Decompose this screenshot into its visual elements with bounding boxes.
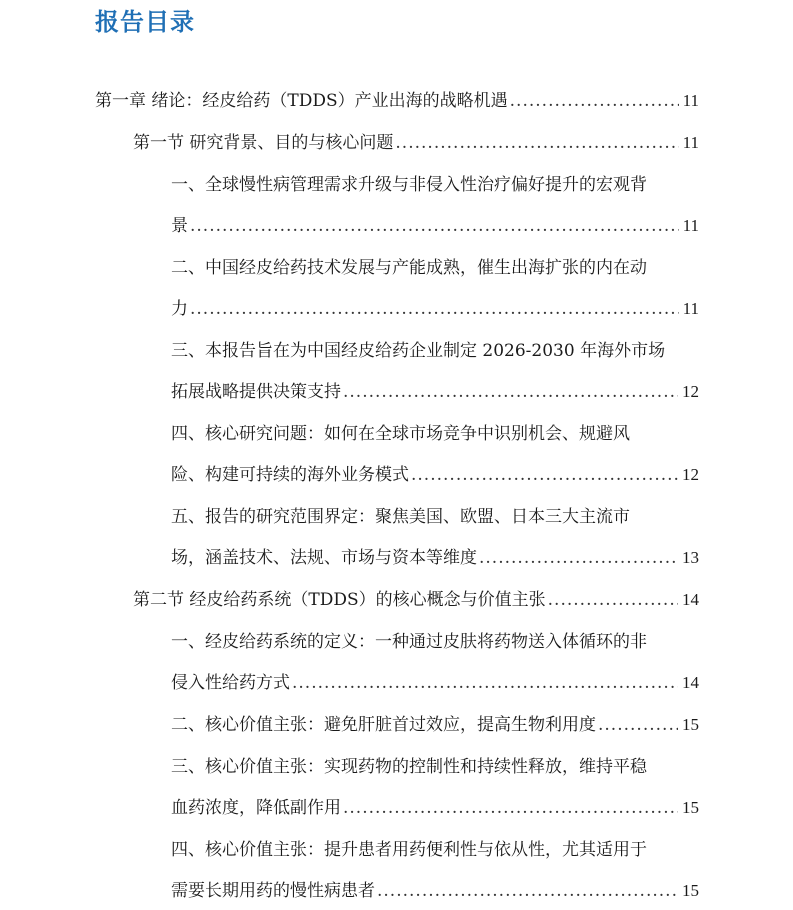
toc-page-number: 13 [682,548,699,567]
toc-entry-text-line1[interactable]: 三、核心价值主张：实现药物的控制性和持续性释放，维持平稳 [171,757,647,777]
toc-page-number: 15 [682,715,699,734]
toc-entry-text-line1[interactable]: 四、核心研究问题：如何在全球市场竞争中识别机会、规避风 [171,424,630,444]
toc-entry-chapter-1[interactable] [95,90,699,112]
toc-leader-dots [395,132,678,154]
toc-entry-text-line1[interactable]: 一、经皮给药系统的定义：一种通过皮肤将药物送入体循环的非 [171,632,647,652]
toc-entry-text-line2: 险、构建可持续的海外业务模式 [171,465,409,485]
toc-entry-subsection-1-1[interactable] [171,215,699,237]
toc-entry-subsection-2-2[interactable] [171,714,699,736]
toc-page-number: 12 [682,465,699,484]
toc-leader-dots [377,880,678,902]
toc-leader-dots [190,298,679,320]
toc-entry-text-line1[interactable]: 五、报告的研究范围界定：聚焦美国、欧盟、日本三大主流市 [171,507,630,527]
toc-entry-text: 二、核心价值主张：避免肝脏首过效应，提高生物利用度 [171,715,596,735]
toc-leader-dots [190,215,679,237]
toc-leader-dots [292,672,678,694]
toc-entry-text-line2: 景 [171,216,188,236]
page-title: 报告目录 [95,8,195,36]
toc-page-number: 14 [682,590,699,609]
toc-entry-text: 第一节 研究背景、目的与核心问题 [133,133,394,153]
toc-entry-section-2[interactable] [133,589,699,611]
toc-entry-text-line1[interactable]: 三、本报告旨在为中国经皮给药企业制定 2026-2030 年海外市场 [171,341,666,361]
toc-page-number: 11 [682,133,699,152]
toc-entry-text-line2: 拓展战略提供决策支持 [171,382,341,402]
toc-entry-subsection-2-3[interactable] [171,797,699,819]
toc-page-number: 12 [682,382,699,401]
toc-leader-dots [343,381,678,403]
toc-entry-text-line1[interactable]: 二、中国经皮给药技术发展与产能成熟，催生出海扩张的内在动 [171,258,647,278]
toc-entry-subsection-1-3[interactable] [171,381,699,403]
toc-entry-text: 第一章 绪论：经皮给药（TDDS）产业出海的战略机遇 [95,91,508,111]
toc-entry-text-line1[interactable]: 一、全球慢性病管理需求升级与非侵入性治疗偏好提升的宏观背 [171,175,647,195]
toc-entry-subsection-2-1[interactable] [171,672,699,694]
toc-page-number: 15 [682,798,699,817]
toc-page-number: 11 [682,91,699,110]
toc-entry-text-line1[interactable]: 四、核心价值主张：提升患者用药便利性与依从性，尤其适用于 [171,840,647,860]
toc-leader-dots [548,589,678,611]
toc-entry-text-line2: 场，涵盖技术、法规、市场与资本等维度 [171,548,477,568]
toc-page-number: 14 [682,673,699,692]
toc-entry-subsection-1-2[interactable] [171,298,699,320]
toc-leader-dots [479,547,678,569]
toc-entry-subsection-1-5[interactable] [171,547,699,569]
toc-leader-dots [598,714,678,736]
toc-page-number: 11 [682,216,699,235]
toc-entry-section-1[interactable] [133,132,699,154]
toc-page-number: 15 [682,881,699,900]
toc-entry-subsection-2-4[interactable] [171,880,699,902]
toc-leader-dots [343,797,678,819]
toc-page-number: 11 [682,299,699,318]
toc-entry-subsection-1-4[interactable] [171,464,699,486]
toc-entry-text-line2: 侵入性给药方式 [171,673,290,693]
toc-entry-text: 第二节 经皮给药系统（TDDS）的核心概念与价值主张 [133,590,546,610]
toc-leader-dots [510,90,679,112]
toc-leader-dots [411,464,678,486]
toc-entry-text-line2: 力 [171,299,188,319]
toc-entry-text-line2: 需要长期用药的慢性病患者 [171,881,375,901]
toc-entry-text-line2: 血药浓度，降低副作用 [171,798,341,818]
